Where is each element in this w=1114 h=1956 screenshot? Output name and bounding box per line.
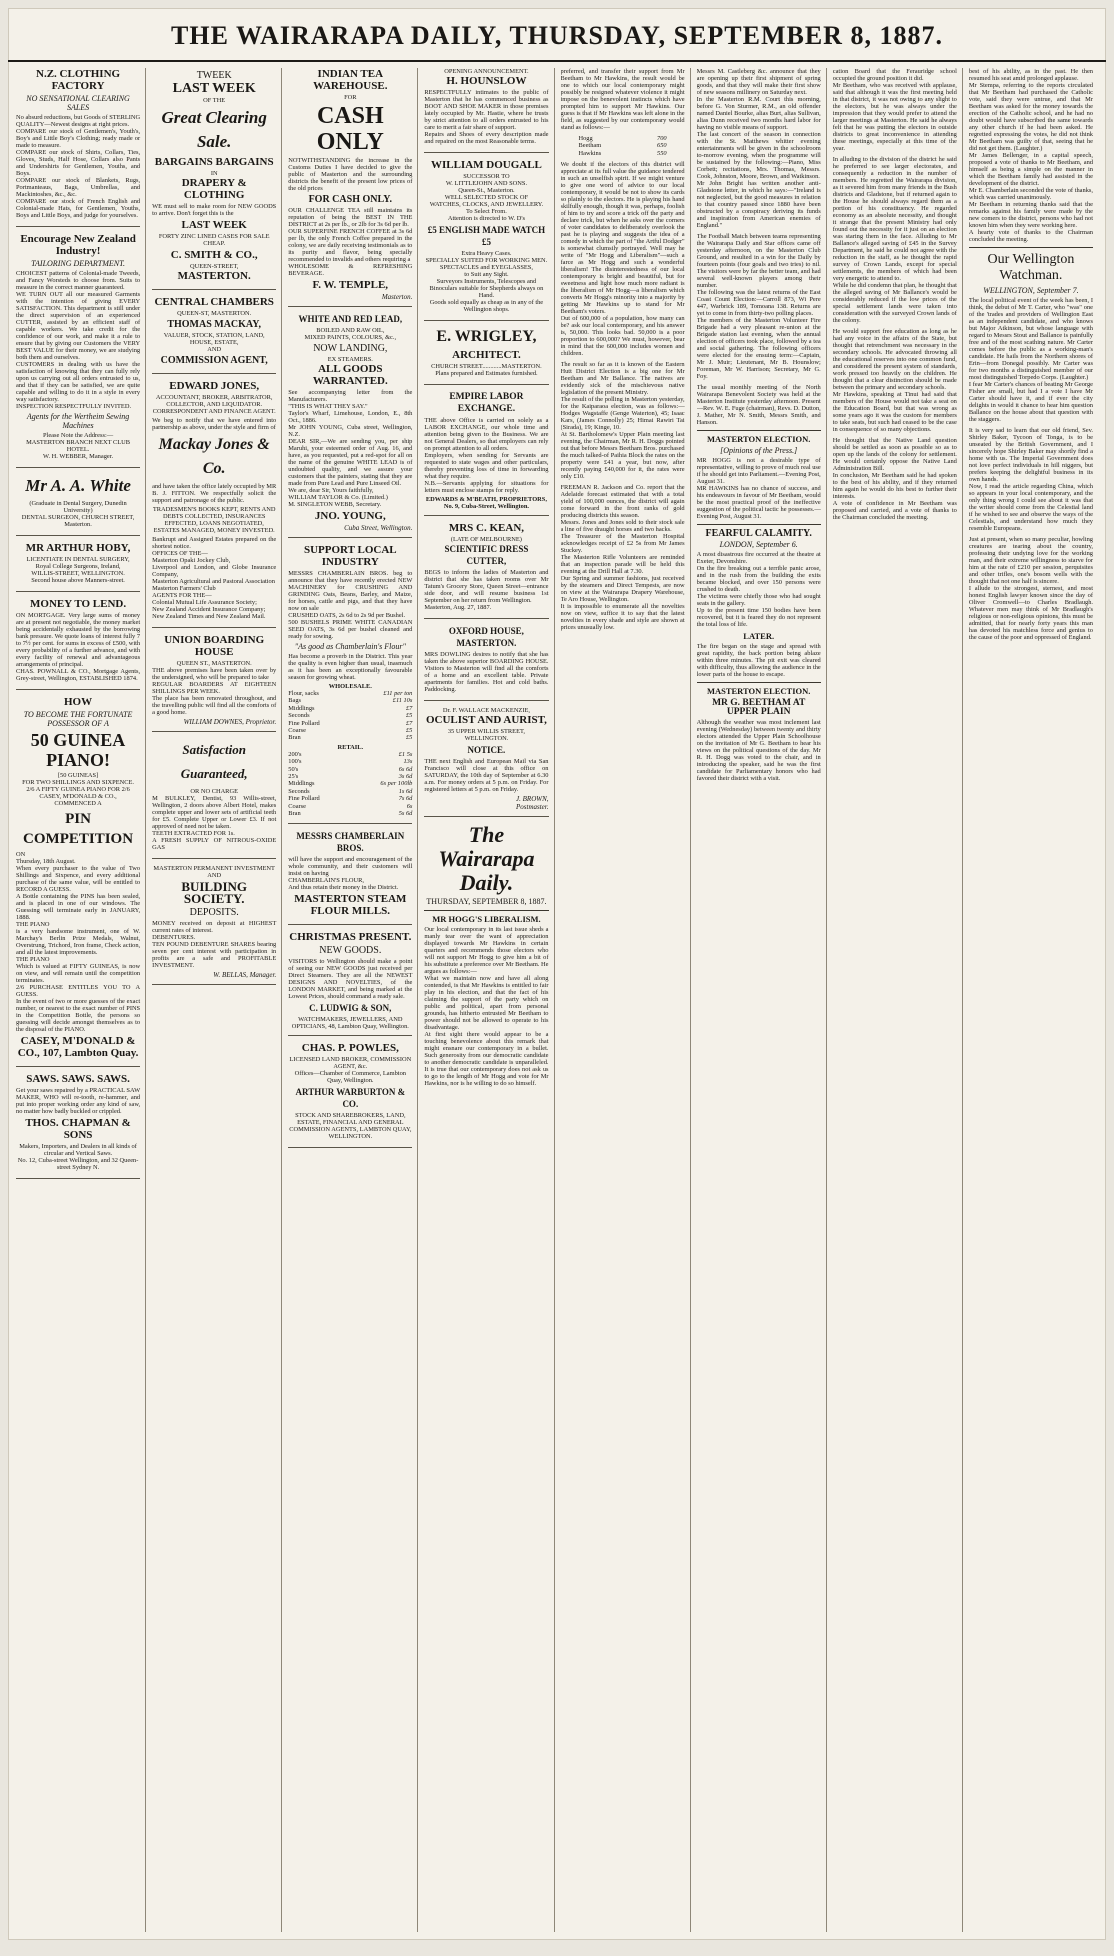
ad-signature: JNO. YOUNG, <box>314 510 386 522</box>
ad-union-boarding <box>152 634 276 732</box>
ad-role: COMMISSION AGENT, <box>160 355 268 366</box>
ad-building-society <box>152 865 276 985</box>
article-heading: FEARFUL CALAMITY. <box>705 528 812 539</box>
ad-signature: Postmaster. <box>516 803 549 811</box>
editorial-body: Our local contemporary in its last issue sheds a manly tear over the want of appreciation displayed towards Mr Hawkins in certain quarters and recommends those electors who will not support Mr Hogg to give him a bit of his substitute a preference over Mr Beetham. He argues as follows:— What we maintain now and have all along contended, is that Mr Hawkins is entitled to fair play in his election, and that the fact of his claiming the support of the party which on public and political, apart from personal grounds, has hitherto entrusted Mr Beetham to power should not be allowed to operate to his disadvantage. At first sight there would appear to be a touching benevolence about this remark that might ensnare our contemporary in a bullet. Such generosity from our democratic candidate to another democratic candidate is unparalleled. It is true that our contemporary does not ask us to go to the length of Mr Hogg and vote for Mr Hawkins, nor is he willing to do so himself. <box>424 926 549 1087</box>
ad-subheading: Dr. F. WALLACE MACKENZIE, <box>442 707 530 714</box>
ad-subheading: TAILORING DEPARTMENT. <box>31 259 125 268</box>
ad-body: Get your saws repaired by a PRACTICAL SAW MAKER, WHO will re-tooth, re-hammer, and put into proper working order any kind of saw, no matter how badly buckled or crippled. <box>16 1087 141 1115</box>
ad-address: Please Note the Address:— MASTERTON BRANCH NEXT CLUB HOTEL. W. H. WEBBER, Manager. <box>26 432 131 460</box>
article-text: A most disastrous fire occurred at the theatre at Exeter, Devonshire. On the fire breaking out a terrible panic arose, and in the rush from the building the exits became blocked, and over 150 persons were crushed to death. The victims were chiefly those who had sought seats in the gallery. Up to the present time 150 bodies have been recovered, but it is feared they do not represent the total loss of life. <box>696 551 821 628</box>
ad-hounslow <box>424 68 548 153</box>
price-value: £5 <box>405 712 413 720</box>
ad-body: Bankrupt and Assigned Estates prepared on the shortest notice. OFFICES OF THE— Masterton Opaki Jockey Club, Liverpool and London, and Globe Insurance Company, Masterton Agricultural and Pastoral Association Masterton Farmers' Club AGENTS FOR THE— Colonial Mutual Life Assurance Society; New Zealand Accident Insurance Company; New Zealand Times and New Zealand Mail. <box>152 536 277 620</box>
price-value: 7s 6d <box>398 795 413 803</box>
article-text: Messrs M. Castleberg &c. announce that they are opening up their first shipment of spring goods, and that they will make their first show of new seasons millinery on Saturday next. In the Masterton R.M. Court this morning, before G. Von Sturmer, R.M., an old offender named Daniel Bourke, alias Burt, alias Sullivan, alias Dunn received two months hard labor for having no visible means of support. The last concert of the season in connection with the St. Matthews whitter evening entertainments will be given in the schoolroom to-morrow evening, when the programme will be sustained by the following:—Piano, Miss Corbett; recitations, Mrs. Thomas, Messrs. Cook, Johnston, Moore, Brown, and Watkinson. Mr John Bright has written another anti-Gladstone letter, in which he says:—"Ireland is not neglected, but the good measures in relation to that country passed since 1880 have been obstructed by a conspiracy deriving its funds and inspiration from American enemies of England." <box>696 68 821 229</box>
ad-heading: HOW <box>64 696 93 708</box>
ad-heading: OCULIST AND AURIST, <box>425 714 547 726</box>
ad-chamberlain <box>288 544 412 824</box>
ad-body: FOR TWO SHILLINGS AND SIXPENCE. 2/6 A FIFTY GUINEA PIANO FOR 2/6 CASEY, M'DONALD & CO., COMMENCED A <box>22 779 135 807</box>
ad-body: RESPECTFULLY intimates to the public of Masterton that he has commenced business as BOOT AND SHOE MAKER in those premises lately occupied by Mr. Hastie, where he trusts by strict attention to all orders entrusted to his care to merit a fair share of support. Repairs and Shoes of every description made and repaired on the most Reasonable terms. <box>424 89 549 145</box>
ad-body: ON MORTGAGE. Very large sums of money are at present not negotiable, the money market being accidentally exhausted by the borrowing bank pressure. We quote loans of interest fully 7 to 7½ per cent. for sums in excess of £500, with every probability of a further advance, and with every facility of renewal and advantageous arrangements of principal. CHAS. POWNALL & CO., Mortgage Agents, Grey-street, Wellington, ESTABLISHED 1874. <box>16 612 141 682</box>
ad-watch-offer: £5 ENGLISH MADE WATCH £5 <box>427 225 546 247</box>
price-value: 6s <box>406 802 413 810</box>
price-row <box>288 690 412 697</box>
ad-body: BEGS to inform the ladies of Masterton and district that she has taken rooms over Mr Tatum's Grocery Store, Queen Street—entrance side door, and will resume business 1st September on her return from Wellington. Masterton, Aug. 27, 1887. <box>424 569 549 611</box>
ad-signature: EDWARDS & M'BEATH, PROPRIETORS, No. 9, Cuba-Street, Wellington. <box>425 496 547 510</box>
ad-quote: "As good as Chamberlain's Flour" <box>294 642 406 651</box>
ad-thomas-mackay <box>152 296 276 374</box>
ad-heading: SUPPORT LOCAL INDUSTRY <box>304 544 397 568</box>
ad-money-to-lend <box>16 598 140 690</box>
ad-line: LAST WEEK <box>172 81 256 96</box>
ad-bulkley-dentist <box>152 738 276 859</box>
article-subheading: LONDON, September 6. <box>719 540 798 549</box>
price-item: Middlings <box>288 704 315 712</box>
price-item: Bags <box>288 697 302 705</box>
price-value: 5s 6d <box>398 810 413 818</box>
divider <box>697 430 821 431</box>
price-row <box>579 142 667 149</box>
price-item: Seconds <box>288 787 310 795</box>
ad-powles <box>288 1042 412 1148</box>
price-value: £11 10s <box>392 697 413 705</box>
ad-body: STOCK AND SHAREBROKERS, LAND, ESTATE, FINANCIAL AND GENERAL COMMISSION AGENTS, LAMBTON QUAY, WELLINGTON. <box>289 1111 412 1140</box>
ad-body: LICENTIATE IN DENTAL SURGERY, Royal College Surgeons, Ireland, WILLIS-STREET, WELLINGTON. Second house above Manners-street. <box>26 556 130 584</box>
ad-signature: CASEY, M'DONALD & CO., 107, Lambton Quay. <box>17 1035 139 1059</box>
ad-landing-sub: EX STEAMERS. <box>327 356 373 363</box>
ad-heading: SAWS. SAWS. SAWS. <box>26 1073 130 1085</box>
price-row <box>288 780 412 787</box>
ad-saws <box>16 1073 140 1179</box>
article-heading: LATER. <box>743 631 775 641</box>
poll-table <box>579 135 667 157</box>
ad-subtitle: DEPOSITS. <box>189 907 239 918</box>
article-text: Although the weather was most inclement last evening (Wednesday) between twenty and thirty electors attended the Upper Plain Schoolhouse on the invitation of Mr G. Beetham to hear his views on the political questions of the day. Mr R. H. Dogg was voted to the chair, and in introducing the speaker, said he was the first candidate for Parliamentary honors who had favored their district with a visit. <box>696 719 821 782</box>
ad-signature: WATCHMAKERS, JEWELLERS, AND OPTICIANS, 48, Lambton Quay, Wellington. <box>291 1015 409 1030</box>
price-row <box>288 697 412 704</box>
price-heading: RETAIL. <box>337 743 364 751</box>
price-row <box>288 810 412 817</box>
ad-body: Has become a proverb in the District. This year the quality is even higher than usual, inasmuch as it has been an exceptionally favourable season for growing wheat. <box>288 653 413 681</box>
ad-dentist-hoby <box>16 542 140 592</box>
ad-chamberlain-flour <box>288 830 412 925</box>
ad-subheading: BOILED AND RAW OIL, <box>316 327 385 334</box>
ad-signature: MASTERTON. <box>177 270 251 282</box>
ad-body: ACCOUNTANT, BROKER, ARBITRATOR, COLLECTOR, AND LIQUIDATOR. CORRESPONDENT AND FINANCE AGENT. <box>152 394 276 415</box>
ad-line: Great Clearing Sale. <box>161 108 267 151</box>
ad-body: and have taken the office lately occupied by MR B. J. FITTON. We respectfully solicit the support and patronage of the public. <box>152 483 277 504</box>
ad-subheading: NEW GOODS. <box>319 944 382 956</box>
article-text: The local political event of the week has been, I think, the debut of Mr T. Carter, who "was" one of the 'trades and providers of Wellington East as an independent candidate, and who knows but Major Atkinson, but whose language with regard to Messrs Stout and Ballance is painfully free and of the most scathing nature. Mr Carter comes before the public as a working-man's candidate. He hails from the Northern shores of Erin—from Donegal possibly. Mr Carter was for two months a distinguished member of our most distinguished Torpedo Corps. (Laughter.) I fear Mr Carter's chances of beating Mr George Fisher are small, but had I a vote I have Mr Carter should have it, and if ever the city delights in would it chance to hear him question Ballance on the house about that question with the staggers. <box>968 297 1093 423</box>
ad-cash-line: FOR CASH ONLY. <box>308 194 393 205</box>
price-value: £5 <box>405 734 413 742</box>
ad-signature: C. SMITH & CO., <box>170 249 258 261</box>
article-text: In alluding to the division of the district he said he preferred to see larger electorates, and consequently a reduction in the number of members. He regretted the Wairarapa division, as it severed him from many friends in the Bush districts and Gladstone, but if returned again to the House he should always regard them as a portion of his constituency. He regarded economy as an absolute necessity, and thought it strange that the present Ministry had only found out the necessity for it just on an election was staring them in the face. Alluding to Mr Ballance's alleged saving of £45 in the Survey Department, he said he could not agree with the reduction in the staff, as he thought the rapid survey of Crown Lands, except for special settlements, the members of which had been very energetic to attend to. While he did condemn that plan, he thought that the alleged saving of Mr Ballance's would be considerably reduced if the low prices of the special settlement lands were taken into consideration with the surveyed Crown lands of the colony. <box>832 156 957 324</box>
ad-body: THE next English and European Mail via San Francisco will close at this office on SATURDAY, the 10th day of September at 6.30 a.m. For money orders at 5 p.m. on Friday. For registered letters at 5 p.m. on Friday. <box>424 758 549 793</box>
price-value: 13s <box>403 758 413 766</box>
ad-heading: INDIAN TEA WAREHOUSE. <box>313 68 388 92</box>
ad-tailoring <box>16 233 140 468</box>
ad-signature: J. BROWN, <box>516 795 549 803</box>
ad-signature: QUEEN-STREET, <box>190 263 239 270</box>
price-item: Hogg <box>578 135 593 142</box>
ad-body: FORTY ZINC LINED CASES FOR SALE CHEAP. <box>158 233 270 247</box>
ad-heading: OXFORD HOUSE, MASTERTON. <box>448 626 524 648</box>
article-heading: Our Wellington Watchman. <box>987 252 1075 283</box>
price-value: 1s 6d <box>398 787 413 795</box>
ad-line: IN <box>210 170 218 177</box>
ad-body: CHOICEST patterns of Colonial-made Tweeds, and Fancy Worsteds to choose from. Suits to measure in the correct manner guaranteed. WE TURN OUT all our measured Garments with the intention of giving EVERY SATISFACTION. This department is still under the direct supervision of an experienced CUTTER, assisted by an efficient staff of capable workers. We take credit for the confidence of our work, and make it a rule to ensure that by giving our Customers the VERY BEST VALUE for their money, we are studying both them and ourselves. CUSTOMERS in dealing with us have the satisfaction of knowing that they can fully rely upon us carrying out all orders entrusted to us, and that if they can be satisfied, we are quite capable and willing to do it in a style in every way satisfactory. INSPECTION RESPECTFULLY INVITED. <box>16 270 141 410</box>
price-item: 25's <box>288 773 299 781</box>
ad-heading: N.Z. CLOTHING FACTORY <box>36 68 121 92</box>
article-text: Just at present, when so many peculiar, howling creatures are tearing about the country, professing their undying love for the working man, and their extreme willingness to starve for him at the rate of £210 per session, perquisites and other trifles, one's bosom wells with the thought that not one half is sincere. I allude to the strongest, sternest, and most honest English lawyer known since the day of Oliver Cromwell—to Charles Bradlaugh. Whatever men may think of Mr Bradlaugh's religious or non-religious opinions, this must be admitted, that for nearly forty years this man has devoted his matchless force and genius to the cause of the poor and oppressed of England. <box>968 536 1093 641</box>
ad-subheading: OR NO CHARGE <box>190 788 238 795</box>
price-row <box>288 751 412 758</box>
ad-subheading: TO BECOME THE FORTUNATE POSSESSOR OF A <box>23 710 133 728</box>
column-7 <box>833 68 963 1932</box>
ad-pin-competition: PIN COMPETITION <box>23 811 134 847</box>
divider <box>424 910 548 911</box>
ad-oxford-house <box>424 625 548 701</box>
masthead-title: THE WAIRARAPA DAILY, THURSDAY, SEPTEMBER 8, 1887. <box>171 21 943 50</box>
column-8 <box>969 68 1098 1932</box>
price-value: 3s 6d <box>398 773 413 781</box>
price-item: 200's <box>288 750 302 758</box>
ad-body: (Graduate in Dental Surgery, Dunedin University) DENTAL SURGEON, CHURCH STREET, Masterton. <box>21 500 135 528</box>
ad-body: MRS DOWLING desires to notify that she has taken the above superior BOARDING HOUSE. Visitors to Masterton will find all the comforts of a home and an excellent table. Private apartments for families. Hot and cold baths. Paddocking. <box>424 651 549 693</box>
ad-body: OUR CHALLENGE TEA still maintains its reputation of being the BEST IN THE DISTRICT at 2s per lb., or 2lb for 3s 6d per lb. OUR SUPERFINE FRENCH COFFEE at 3s 6d per lb, the only French Coffee prepared in the colony, we are daily receiving testimonials as to its purity and flavor, being specially recommended to invalids and others requiring a WHOLESOME & REFRESHING BEVERAGE. <box>288 207 413 277</box>
ad-subheading: OPENING ANNOUNCEMENT. <box>444 68 529 75</box>
price-item: Coarse <box>288 727 306 735</box>
ad-body: CHURCH STREET............MASTERTON. Plans prepared and Estimates furnished. <box>431 363 542 377</box>
ad-landing: NOW LANDING, <box>313 343 388 354</box>
article-text: best of his ability, as in the past. He then resumed his seat amid prolonged applause. Mr Stempa, referring to the reports circulated that Mr Beetham had purchased the Catholic vote, said they were untrue, and that Mr Beetham was asked for the money towards the erection of the Catholic school, and he had no doubt would have subscribed the same towards any other church if he had been asked. He regretted expressing the votes, he did not think Mr Beetham was guilty of that, seeing that he did not get them. (Laughter.) Mr James Bellenger, in a capital speech, proposed a vote of thanks to Mr Beetham, and himself as being a simple on the manner in which the Beetham family had assisted in the development of the district. Mr E. Chamberlain seconded the vote of thanks, which was carried unanimously. Mr Beetham in returning thanks said that the remarks against his family were made by the new comers to the district, persons who had not known him when they were working here. A hearty vote of thanks to the Chairman concluded the meeting. <box>968 68 1093 243</box>
price-item: Fine Pollard <box>288 719 320 727</box>
article-text: The Football Match between teams representing the Wairarapa Daily and Star offices came off yesterday afternoon, on the Masterton Club Ground, and resulted in a win for the Daily by fourteen points (four goals and two tries) to nil. The visitors were by far the better team, and had several well-known players among their number. The following was the latest returns of the East Coast Count Election:—Carroll 873, Wi Pere 447, Warbrick 189, Tomoana 138. Returns are yet to come in from thirty-two polling places. The members of the Masterton Volunteer Fire Brigade had a very pleasant re-union at the Brigade station last evening, when the annual election of officers took place, followed by a tea and social gathering. The following officers were elected for the ensuing term:—Captain, Mr J. Muir; Lieutenant, Mr B. Hounslow; Foreman, Mr W. Harrison; Secretary, Mr G. Foy. <box>696 233 821 380</box>
ad-signature: F. W. TEMPLE, <box>312 279 389 291</box>
price-value: £1 5s <box>398 750 413 758</box>
article-text: MR HOGG is not a desirable type of representative, willing to prove of much real use if he should get into Parliament.—Evening Post, August 31. MR HAWKINS has no chance of success, and his endeavours in favour of Mr Beetham, would be the most practical proof of the ineffective suggestion of the political tactic he possesses.—Evening Post, August 31. <box>696 457 821 520</box>
ad-body: NOTWITHSTANDING the increase in the Customs Duties I have decided to give the public of Masterton and the surrounding districts the benefit of the present low prices of the old prices <box>288 157 413 192</box>
price-value: 650 <box>657 142 667 150</box>
ad-body: LICENSED LAND BROKER, COMMISSION AGENT, &c. Offices—Chamber of Commerce, Lambton Quay, Wellington. <box>289 1055 412 1084</box>
price-row <box>288 795 412 802</box>
ad-body: MESSRS CHAMBERLAIN BROS. beg to announce that they have recently erected NEW MACHINERY for CRUSHING AND GRINDING Oats, Beans, Barley, and Maize, for horses, cattle and pigs, and that they have now on sale CRUSHED OATS, 2s 6d to 2s 9d per Bushel. 500 BUSHELS PRIME WHITE CANADIAN SEED OATS, 3s 6d per bushel cleaned and ready for sowing. <box>288 570 413 640</box>
ad-mackenzie-notice <box>424 707 548 817</box>
ad-line: DRAPERY & CLOTHING <box>181 177 247 201</box>
ad-heading: WILLIAM DOUGALL <box>430 159 542 171</box>
ad-mackay-jones <box>152 380 276 628</box>
price-list-wholesale <box>288 690 412 742</box>
price-value: £7 <box>405 719 413 727</box>
ad-firm-name: Mackay Jones & Co. <box>158 436 270 477</box>
price-value: 700 <box>657 135 667 142</box>
ad-heading: EMPIRE LABOR EXCHANGE. <box>449 392 524 414</box>
price-row <box>288 734 412 741</box>
ad-heading: MESSRS CHAMBERLAIN BROS. <box>296 830 405 853</box>
price-item: Seconds <box>288 712 310 720</box>
divider <box>697 524 821 525</box>
price-item: Beetham <box>578 142 602 150</box>
price-item: Hawkins <box>578 149 602 157</box>
ad-body: THE above Office is carried on solely as a LABOR EXCHANGE, our whole time and attention being given to the Business. We are not General Dealers, so that employers can rely on prompt attention to all orders. Employers, when sending for Servants are requested to state wages and other particulars, thereby preventing loss of time in forwarding what they require. N.B.—Servants applying for situations for letters must enclose stamps for reply. <box>424 417 549 494</box>
newspaper-page <box>8 8 1106 1940</box>
article-text: The fire began on the stage and spread with great rapidity, the back portion being ablaze within three minutes. The pit exit was cleared with difficulty, thus allowing the audience in the lower parts of the house to escape. <box>696 643 821 678</box>
price-item: Middlings <box>288 780 315 788</box>
article-text: The result so far as it is known of the Eastern Hutt District Election is a big one for Mr Beetham and Mr Ballance. The natives are evidently sick of the mischievous native legislation of the present Ministry. The result of the polling in Masterton yesterday, for the Kaiparaoa election, was as follows:—Hodges Wagstaffe (Genge Waterton), 45; Isaac Kars, (James Connolly) 25; Himai Rawiri Tai (Sirada), 19; Kinge, 10. At St. Bartholomew's Upper Plain meeting last evening, the Chairman, Mr R. H. Doggs pointed out that before Messrs Beetham Bros. purchased the much talked-of Paihia Block the rates on the property were £41 a year, but now, after recently paying £40,000 for it, the rates were only £10. <box>560 361 685 481</box>
ad-heading: MRS C. KEAN, <box>448 522 525 534</box>
ad-subheading: (LATE OF MELBOURNE) <box>450 536 522 543</box>
price-item: 100's <box>288 758 302 766</box>
ad-christmas <box>288 931 412 1036</box>
ad-mills-name: MASTERTON STEAM FLOUR MILLS. <box>294 892 407 917</box>
ad-body: 35 UPPER WILLIS STREET, WELLINGTON. <box>447 728 526 742</box>
article-subheading: [Opinions of the Press.] <box>720 446 798 455</box>
ad-subheading: FOR <box>344 94 357 101</box>
article-text: The usual monthly meeting of the North Wairarapa Benevolent Society was held at the Masterton Institute yesterday afternoon. Present—Rev. W. E. Fuge (chairman), Revs. D. Dutton, J. Mather, Mr N. Smith, Messrs Smith, and Hanson. <box>696 384 821 426</box>
price-list-retail <box>288 751 412 818</box>
divider <box>969 247 1093 248</box>
price-row <box>288 712 412 719</box>
article-heading: MR G. BEETHAM AT UPPER PLAIN <box>712 698 806 717</box>
ad-body: Makers, Importers, and Dealers in all kinds of circular and Vertical Saws. No. 12, Cuba-street Wellington, and 32 Queen-street Sydney N. <box>17 1143 139 1171</box>
ad-white-lead <box>288 313 412 538</box>
ad-dentist-white <box>16 474 140 536</box>
paper-nameplate: The Wairarapa Daily. <box>438 822 535 895</box>
article-dateline: WELLINGTON, September 7. <box>983 286 1079 295</box>
ad-heading: Satisfaction Guaranteed, <box>180 742 248 781</box>
article-text: cation Board that the Ferauridge school occupied the ground position it did. Mr Beetham, who was received with applause, said that although it was the first meeting held in that district, it was not owing to any slight to the electors, but he was always under the impression that they would prefer to attend the larger meetings at Masterton. He said he always felt that he was putting the electors in outside districts to great inconvenience in attending these meetings, especially at this time of the year. <box>832 68 957 152</box>
ad-body: M BULKLEY, Dentist, 93 Willis-street, Wellington, 2 doors above Albert Hotel, makes complete upper and lower sets of artificial teeth for £5. Complete Upper or Lower £3. If not approved of need not be taken. TEETH EXTRACTED FOR 1s. A FRESH SUPPLY OF NITROUS-OXIDE GAS <box>152 795 277 851</box>
article-heading: MASTERTON ELECTION. <box>706 434 811 444</box>
ad-body: WE must sell to make room for NEW GOODS to arrive. Don't forget this is the <box>152 203 277 217</box>
ad-piano-competition <box>16 696 140 1067</box>
editorial <box>424 823 548 1087</box>
column-4 <box>424 68 554 1932</box>
ad-heading: Encourage New Zealand Industry! <box>20 233 136 257</box>
ad-agent-note: Agents for the Wertheim Sewing Machines <box>26 412 130 430</box>
ad-body: See accompanying letter from the Manufacturers. "THIS IS WHAT THEY SAY." Taylor's Wharf, Limehouse, London, E., 8th Oct., 1886. Mr JOHN YOUNG, Cuba street, Wellington, N.Z. DEAR SIR,—We are sending you, per ship Maruhi, your esteemed order of Aug. 16, and have, as you requested, put a red-spot for all on the name of the genuine WHITE LEAD is of undoubted quality, and we assure your customers that the painters, stating that they are made from Pure Lead and Pure Linseed Oil. We are, dear Sir, Yours faithfully, WILLIAM TAYLOR & Co. (Limited.) M. SINGLETON WEBB, Secretary. <box>288 389 413 508</box>
ad-subheading: SUCCESSOR TO <box>463 173 510 180</box>
article-text: He thought that the Native Land question should be settled as soon as possible so as to open up the lands of the colony for settlement. He would certainly oppose the Native Land Administration Bill. In conclusion, Mr Beetham said he had spoken to the best of his ability, and if they returned him again he would do his best to further their interests. A vote of confidence in Mr Beetham was proposed and carried, and a vote of thanks to the Chairman concluded the meeting. <box>832 437 957 521</box>
ad-name: E. WRIGLEY, <box>436 328 537 345</box>
price-value: 6s per 100lb <box>380 780 413 788</box>
price-item: Bran <box>288 734 301 742</box>
ad-title: BUILDING SOCIETY. <box>181 879 248 906</box>
ad-heading: Mr A. A. White <box>25 476 131 495</box>
column-6 <box>697 68 827 1932</box>
ad-piano-title: 50 GUINEA PIANO! <box>30 730 126 770</box>
ad-body: TRADESMEN'S BOOKS KEPT, RENTS AND DEBTS COLLECTED, INSURANCES EFFECTED, LOANS NEGOTIATED, ESTATES MANAGED, MONEY INVESTED. <box>152 506 276 534</box>
ad-labor-exchange <box>424 391 548 516</box>
divider <box>697 682 821 683</box>
column-2 <box>152 68 282 1932</box>
ad-wrigley <box>424 327 548 385</box>
ad-heading: UNION BOARDING HOUSE <box>164 634 265 658</box>
price-item: Coarse <box>288 802 306 810</box>
ad-line: TWEEK <box>196 70 232 81</box>
ad-heading: MR ARTHUR HOBY, <box>25 542 131 554</box>
article-text: We doubt if the electors of this district will appreciate at its full value the guidance tendered in such an unselfish spirit. If we might venture to give one word of advice to our local contemporary, it would be not to show its cards so plainly to the electors. He is playing his hand skilfully enough, though it was, perhaps, foolish of him to try and score a trick off the party and declare trick, but when he asks over the corners of voter candidates to deliberately overlook the past he is playing and suggests the idea of a comedy in which the part of "the Artful Dodger" is somewhat clumsily portrayed. Well may he write of "Mr Hogg and Liberalism"—such a farce as Mr Hogg and such a wonderful liberalism! The disinterestedness of our local contemporary is bright and beautiful, but for sweetness and light how much more radiant is the liberalism of Mr Hogg—a liberalism which converts Mr Hogg's minority into a majority by getting Mr Hawkins up to stand for Mr Beetham's voters. Out of 600,000 of a population, how many can be? ask our local contemporary, and his answer is, 50,000. This looks bad. 50,000 is a poor proportion to 600,000? We must, however, bear in mind that the 600,000 includes women and children. <box>560 161 685 358</box>
ad-subheading: NO SENSATIONAL CLEARING SALES <box>26 94 130 112</box>
masthead <box>8 14 1106 62</box>
price-value: £5 <box>405 727 413 735</box>
ad-heading: CHAS. P. POWLES, <box>301 1041 399 1054</box>
ad-line: BARGAINS BARGAINS <box>154 156 274 168</box>
price-heading: WHOLESALE. <box>328 683 372 690</box>
article-text: He would support free education as long as he had any voice in the affairs of the State, but thought that retrenchment was necessary in the secondary schools. He advocated throwing all the educational reserves into one common fund, and considered the present system of standards, work pressed too heavily on the children. He thought that a clear distinction should be made between the primary and secondary schools. Mr Hawkins, speaking at Tinui had said that members of the House would not take a seat on the Education Board, but that was wrong as some years ago it was the custom for members to take seats, but such had ceased to be the case in consequence of so many objections. <box>832 328 957 433</box>
price-value: £11 per ton <box>383 690 413 697</box>
price-item: Fine Pollard <box>288 795 320 803</box>
column-1 <box>16 68 146 1932</box>
ad-notice: NOTICE. <box>467 745 506 755</box>
ad-dougall <box>424 159 548 321</box>
price-row <box>288 773 412 780</box>
price-item: 50's <box>288 765 299 773</box>
ad-heading: ARTHUR WARBURTON & CO. <box>295 1086 406 1109</box>
article-text: preferred, and transfer their support from Mr Beetham to Mr Hawkins, the result would be one to which our local contemporary might possibly be resigned whatever violence it might impose on the benevolent instincts which have prompted him to support Mr Hawkins. Our guess is that if Mr Hawkins was left alone in the field, as suggested by our contemporary would stand as follows:— <box>560 68 685 131</box>
ad-body: No absurd reductions, but Goods of STERLING QUALITY—Newest designs at right prices. COMPARE our stock of Gentlemen's, Youth's, Boy's and Little Boy's Clothing; ready made or made to measure. COMPARE our stock of Shirts, Collars, Ties, Gloves, Studs, Half Hose, Collars also Pants and Undershirts for Gentlemen, Youths, and Boys. COMPARE our stock of Blankets, Rugs, Portmanteaus, Bags, Umbrellas, and Mackintoshes, &c., &c. COMPARE our stock of French English and Colonial-made Hats, for Gentlemen, Youths, Boys and Little Boys, and judge for yourselves. <box>16 114 141 219</box>
ad-body: THE above premises have been taken over by the undersigned, who will be prepared to take REGULAR BOARDERS AT EIGHTEEN SHILLINGS PER WEEK. The place has been renovated throughout, and the travelling public will find all the comforts of a good home. <box>152 667 277 716</box>
ad-signature: W. BELLAS, Manager. <box>213 971 277 979</box>
ad-heading: THOS. CHAPMAN & SONS <box>25 1117 131 1141</box>
ad-heading: EDWARD JONES, <box>169 380 260 392</box>
ad-price-note: [50 GUINEAS] <box>57 772 99 779</box>
article-text: FREEMAN R. Jackson and Co. report that the Adelaide forecast estimated that with a total yield of 100,000 ounces, the district will again come forward in the front ranks of gold producing districts this season. Messrs. Jones and Jones sold to their stock sale a line of five draught horses and two hacks. The Treasurer of the Masterton Hospital acknowledges receipt of £2 5s from Mr James Stuckey. The Masterton Rifle Volunteers are reminded that an inspection parade will be held this evening at the Drill Hall at 7.30. Our Spring and summer fashions, just received by the steamers and Direct Tempests, are now on view at the Wairarapa Drapery Warehouse, Te Aro House, Wellington. It is impossible to enumerate all the novelties now on view, suffice it to say that the latest novelties in every shade and style are shown at prices unusually low. <box>560 484 685 632</box>
price-row <box>288 720 412 727</box>
ad-signature: WILLIAM DOWNES, Proprietor. <box>183 718 277 726</box>
article-heading: MASTERTON ELECTION. <box>706 686 811 696</box>
price-row <box>579 135 667 142</box>
ad-signature: Masterton. <box>381 293 413 301</box>
ad-signature: C. LUDWIG & SON, <box>309 1002 392 1013</box>
price-item: Flour, sacks <box>288 690 319 697</box>
ad-subheading: QUEEN ST., MASTERTON. <box>176 660 252 667</box>
ad-kean <box>424 522 548 619</box>
ad-cash-only: CASH ONLY <box>316 103 384 155</box>
column-5 <box>561 68 691 1932</box>
ad-line: OF THE <box>203 97 226 104</box>
ad-heading: MASTERTON PERMANENT INVESTMENT AND <box>153 865 275 879</box>
price-value: £7 <box>405 704 413 712</box>
ad-heading: MONEY TO LEND. <box>30 598 127 610</box>
columns <box>16 68 1098 1932</box>
price-value: 550 <box>657 149 667 157</box>
ad-clothing-factory <box>16 68 140 227</box>
ad-heading: CENTRAL CHAMBERS <box>154 296 274 308</box>
ad-body: We beg to notify that we have entered into partnership as above, under the style and firm of <box>152 417 277 431</box>
price-row <box>579 150 667 157</box>
ad-body: VISITORS to Wellington should make a point of seeing our NEW GOODS just received per Direct Steamers. They are all the NEWEST DESIGNS AND NOVELTIES, of the LONDON MARKET, and being marked at the Lowest Prices, should command a ready sale. <box>288 957 413 1000</box>
price-row <box>288 727 412 734</box>
price-row <box>288 758 412 765</box>
ad-trade: SCIENTIFIC DRESS CUTTER, <box>444 544 529 566</box>
ad-body: Extra Heavy Cases. SPECIALLY SUITED FOR WORKING MEN. SPECTACLES and EYEGLASSES, to Suit any Sight. Surveyors Instruments, Telescopes and Binoculars suitable for Shepherds always on Hand. Goods sold equally as cheap as in any of the Wellington shops. <box>425 250 548 313</box>
ad-line: LAST WEEK <box>181 219 247 231</box>
price-row <box>288 788 412 795</box>
column-3 <box>288 68 418 1932</box>
ad-heading: ARCHITECT. <box>452 349 521 361</box>
price-item: Bran <box>288 810 301 818</box>
ad-body: ON Thursday, 18th August. When every purchaser to the value of Two Shillings and Sixpence, and every additional purchase of the same value, will be entitled to RECORD A GUESS. A Bottle containing the PINS has been sealed, and is placed in one of our windows. The Guessing will terminate early in JANUARY, 1888. THE PIANO is a very handsome instrument, one of W. Marchay's Berlin Prize Medals, Walnut, Overstrung, Trichord, Iron frame, Check action, and all the latest improvements. THE PIANO Which is valued at FIFTY GUINEAS, is now on view, and will remain until the competition terminates. 2/6 PURCHASE ENTITLES YOU TO A GUESS. In the event of two or more guesses of the exact number, or nearest to the exact number of PINS in the Competition Bottle, the persons so guessing will decide amongst themselves as to the disposal of the PIANO. <box>16 851 141 1033</box>
ad-signature: Cuba Street, Wellington. <box>344 524 413 532</box>
ad-subheading: QUEEN-ST, MASTERTON. <box>177 310 252 317</box>
ad-heading: H. HOUNSLOW <box>446 75 527 87</box>
ad-heading: CHRISTMAS PRESENT. <box>289 930 412 943</box>
ad-body: MONEY received on deposit at HIGHEST current rates of interest. DEBENTURES. TEN POUND DEBENTURE SHARES bearing seven per cent interest with participation in profits are a safe and PROFITABLE INVESTMENT. <box>152 920 277 969</box>
ad-name: THOMAS MACKAY, <box>167 319 262 330</box>
price-row <box>288 705 412 712</box>
ad-heading: WHITE AND RED LEAD, <box>298 314 403 324</box>
ad-indian-tea <box>288 68 412 307</box>
ad-body: VALUER, STOCK, STATION, LAND, HOUSE, ESTATE, AND <box>163 332 265 353</box>
price-row <box>288 803 412 810</box>
ad-clearing-sale <box>152 70 276 290</box>
price-value: 6s 6d <box>398 765 413 773</box>
editorial-heading: MR HOGG'S LIBERALISM. <box>432 914 541 924</box>
editorial-date: THURSDAY, SEPTEMBER 8, 1887. <box>426 897 547 906</box>
ad-warranted: ALL GOODS WARRANTED. <box>312 363 388 387</box>
article-text: It is very sad to learn that our old friend, Sev. Shirley Baker, Tycoon of Tonga, is to be unseated by the British Government, and I sincerely hope Shirley Baker may shortly find a home with us. The Imperial Government does not love perfect individuals in hill niggers, but prefers keeping the delightful business in its own hands. Now, I read the article regarding China, which so appears in your local contemporary, and the only thing wrong I could see about it was that the writer should come from the Celestial land if he wished to see and observe the ways of the Celestials, and understand how much they resemble Europeans. <box>968 427 1093 532</box>
ad-body: W. LITTLEJOHN AND SONS. Queen-St., Masterton. WELL SELECTED STOCK OF WATCHES, CLOCKS, AND JEWELLERY. To Select From. Attention is directed to W. D's <box>429 180 544 222</box>
price-row <box>288 766 412 773</box>
ad-body: will have the support and encouragement of the whole community, and their customers will insist on having CHAMBERLAIN'S FLOUR, And thus retain their money in the District. <box>288 855 413 891</box>
ad-subheading: MIXED PAINTS, COLOURS, &c., <box>304 334 397 341</box>
